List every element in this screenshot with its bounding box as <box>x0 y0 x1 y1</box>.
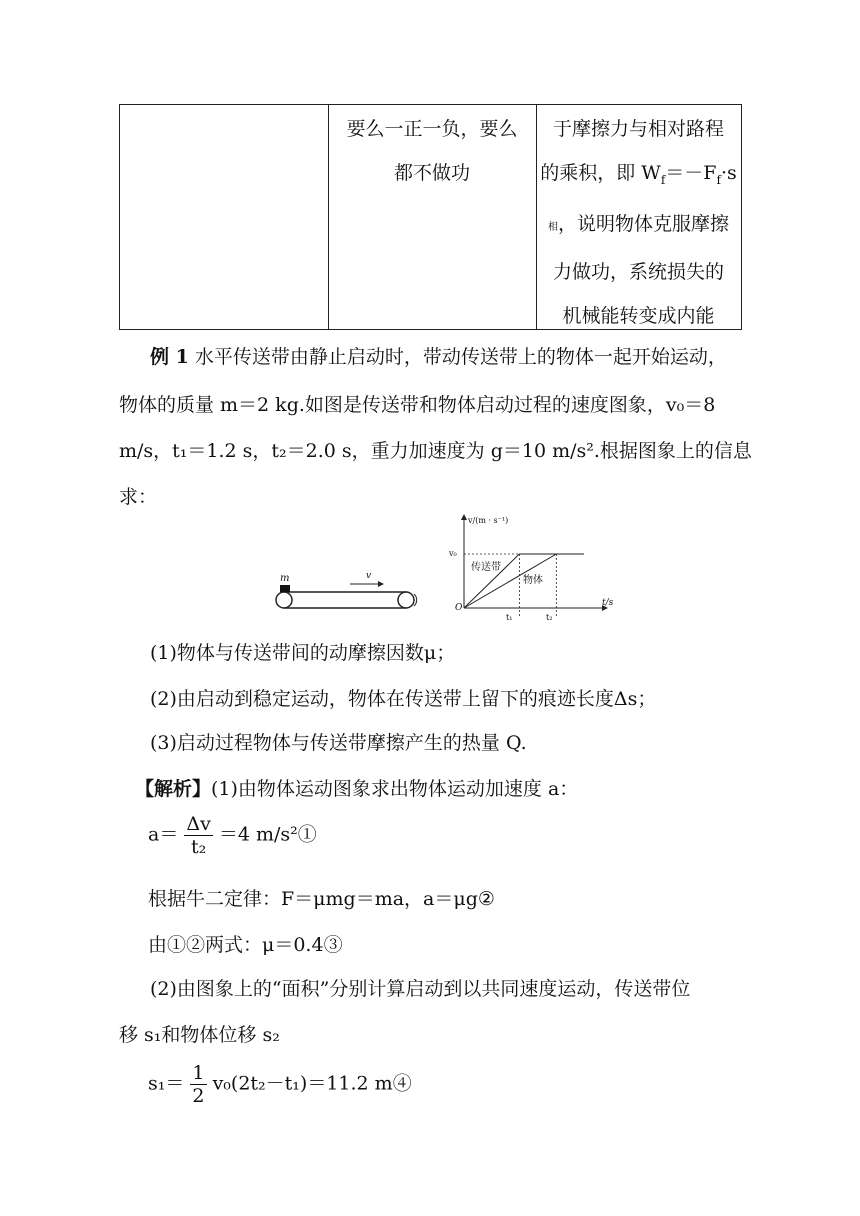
example-line-3: m/s，t₁＝1.2 s，t₂＝2.0 s，重力加速度为 g＝10 m/s².根据图象上的信息 <box>119 440 752 462</box>
equation-2: 根据牛二定律：F＝μmg＝ma，a＝μg② <box>148 888 495 910</box>
table-text-line: 的乘积，即 $W_f=-F_f\cdot s$ <box>540 162 737 187</box>
table-cell-friction-work <box>536 105 741 329</box>
t1-tick-label: t₁ <box>506 613 513 622</box>
question-3: (3)启动过程物体与传送带摩擦产生的热量 Q. <box>150 732 527 754</box>
belt-series-label: 传送带 <box>471 562 501 573</box>
comparison-table <box>119 104 742 330</box>
mass-label: m <box>280 573 290 584</box>
y-axis-label: v/(m · s⁻¹) <box>468 516 509 525</box>
table-text-line: 相，说明物体克服摩擦 <box>547 212 729 235</box>
velocity-label: v <box>366 571 372 581</box>
table-cell-work-sign <box>328 105 537 329</box>
x-axis-label: t/s <box>602 598 614 608</box>
equation-3: 由①②两式：μ＝0.4③ <box>148 934 343 956</box>
table-text-line: 力做功，系统损失的 <box>552 260 724 283</box>
example-line-4: 求： <box>119 486 158 508</box>
conveyor-belt-drawing <box>276 571 417 608</box>
fraction-one-half: $\frac{1}{2}$ <box>192 1062 205 1107</box>
part2-line-1: (2)由图象上的“面积”分别计算启动到以共同速度运动，传送带位 <box>150 978 691 1000</box>
question-1: (1)物体与传送带间的动摩擦因数μ； <box>150 642 456 664</box>
velocity-time-graph <box>448 514 614 622</box>
solution-heading: 【解析】 <box>135 778 212 800</box>
example-line-2: 物体的质量 m＝2 kg.如图是传送带和物体启动过程的速度图象，v₀＝8 <box>119 394 716 416</box>
table-text-line: 机械能转变成内能 <box>562 304 715 327</box>
table-text-line: 都不做功 <box>393 162 470 184</box>
question-2: (2)由启动到稳定运动，物体在传送带上留下的痕迹长度Δs； <box>150 688 657 710</box>
solution-intro-line: 【解析】(1)由物体运动图象求出物体运动加速度 a： <box>135 778 579 800</box>
part2-line-2: 移 s₁和物体位移 s₂ <box>119 1024 280 1046</box>
example-line-1: 例 1 水平传送带由静止启动时，带动传送带上的物体一起开始运动， <box>150 346 727 368</box>
table-text-line: 要么一正一负，要么 <box>346 118 518 140</box>
equation-4: s₁＝ $\frac{1}{2}$ v₀(2t₂－t₁)＝11.2 m④ <box>148 1062 412 1107</box>
t2-tick-label: t₂ <box>546 613 553 622</box>
mass-block <box>280 585 290 592</box>
equation-1: a＝ $\frac{\Delta v}{\text{t₂}}$ ＝4 m/s²① <box>148 813 317 858</box>
table-text-line: 于摩擦力与相对路程 <box>552 118 724 140</box>
conveyor-figure <box>268 508 628 628</box>
example-label: 例 1 <box>150 346 189 368</box>
origin-label: O <box>455 603 463 613</box>
fraction-dv-over-t2: $\frac{\Delta v}{\text{t₂}}$ <box>186 813 211 858</box>
v0-tick-label: v₀ <box>449 549 457 558</box>
object-series-label: 物体 <box>523 575 543 586</box>
table-cell-empty <box>120 105 329 329</box>
